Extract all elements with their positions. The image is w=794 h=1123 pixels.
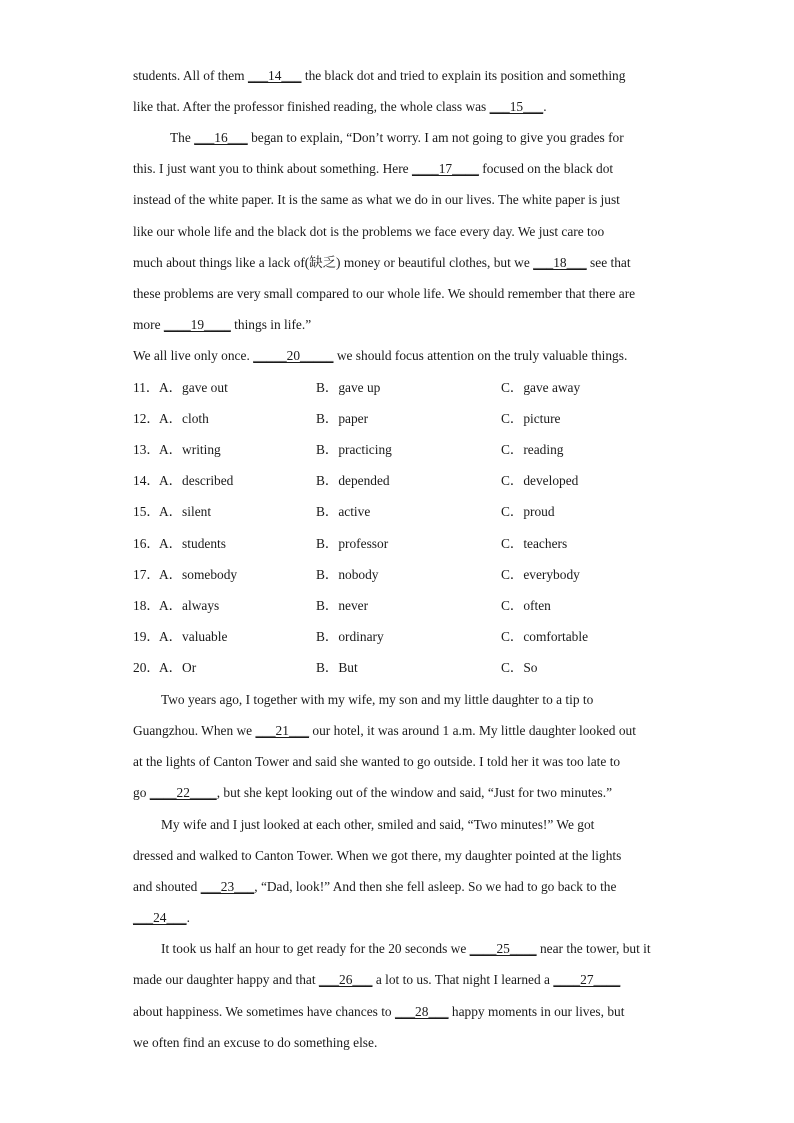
option-c: C．reading [501, 442, 564, 457]
blank-18: ___18___ [533, 255, 587, 270]
question-number: 17． [133, 567, 160, 582]
text: about happiness. We sometimes have chances to [133, 1004, 395, 1019]
option-b: B．nobody [316, 567, 379, 582]
blank-28: ___28___ [394, 1004, 449, 1019]
blank-21: ___21___ [255, 723, 310, 738]
option-a: A．writing [159, 442, 221, 457]
text: We all live only once. [133, 348, 254, 363]
passage1-line-7 [133, 253, 631, 273]
passage1-line-4 [133, 159, 613, 179]
passage2-line-1: Two years ago, I together with my wife, my son and my little daughter to a tip to [161, 692, 594, 707]
text: more [133, 317, 164, 332]
question-number: 14． [133, 473, 160, 488]
text: we should focus attention on the truly valuable things. [333, 348, 628, 363]
blank-16: ___16___ [194, 130, 248, 145]
text: made our daughter happy and that [133, 972, 319, 987]
option-c: C．picture [501, 411, 561, 426]
option-b: B．never [316, 598, 369, 613]
question-number: 18． [133, 598, 160, 613]
option-b: B．But [316, 660, 358, 675]
text: the black dot and tried to explain its position and something [301, 68, 626, 83]
passage2-line-3: at the lights of Canton Tower and said she wanted to go outside. I told her it was too late to [133, 754, 621, 769]
option-a: A．always [159, 598, 220, 613]
passage2-line-8 [133, 908, 190, 928]
question-number: 13． [133, 442, 160, 457]
passage2-line-7 [133, 877, 616, 897]
question-number: 11． [133, 380, 160, 395]
option-b: B．professor [316, 536, 389, 551]
blank-25: ____25____ [469, 941, 537, 956]
text: , “Dad, look!” And then she fell asleep. So we had to go back to the [254, 879, 617, 894]
text: things in life.” [230, 317, 312, 332]
blank-15: ___15___ [489, 99, 544, 114]
passage2-line-10 [133, 970, 620, 990]
option-a: A．students [159, 536, 226, 551]
text: and shouted [133, 879, 201, 894]
question-number: 19． [133, 629, 160, 644]
passage2-line-6: dressed and walked to Canton Tower. When we got there, my daughter pointed at the lights [133, 848, 622, 863]
passage1-line-10 [133, 346, 627, 366]
question-number: 16． [133, 536, 160, 551]
text: much about things like a lack of(缺乏) money or beautiful clothes, but we [133, 255, 534, 270]
text: , but she kept looking out of the window and said, “Just for two minutes.” [216, 785, 613, 800]
blank-27: ____27____ [553, 972, 621, 987]
option-c: C．comfortable [501, 629, 589, 644]
option-c: C．gave away [501, 380, 581, 395]
blank-23: ___23___ [200, 879, 255, 894]
option-c: C．proud [501, 504, 555, 519]
passage2-line-2 [133, 721, 636, 741]
blank-26: ___26___ [318, 972, 373, 987]
blank-20: _____20_____ [253, 348, 334, 363]
option-a: A．somebody [159, 567, 238, 582]
text: this. I just want you to think about something. Here [133, 161, 412, 176]
passage2-line-4 [133, 783, 612, 803]
blank-17: ____17____ [411, 161, 479, 176]
option-b: B．ordinary [316, 629, 384, 644]
blank-19: ____19____ [163, 317, 231, 332]
option-c: C．developed [501, 473, 579, 488]
text: a lot to us. That night I learned a [372, 972, 554, 987]
text: near the tower, but it [536, 941, 651, 956]
text: . [543, 99, 547, 114]
text: go [133, 785, 150, 800]
question-number: 15． [133, 504, 160, 519]
passage1-line-3 [170, 128, 624, 148]
blank-14: ___14___ [247, 68, 302, 83]
text: It took us half an hour to get ready for the 20 seconds we [161, 941, 470, 956]
passage1-line-6: like our whole life and the black dot is the problems we face every day. We just care too [133, 224, 605, 239]
option-c: C．teachers [501, 536, 568, 551]
text: our hotel, it was around 1 a.m. My little daughter looked out [309, 723, 636, 738]
text: The [170, 130, 195, 145]
text: happy moments in our lives, but [448, 1004, 625, 1019]
blank-22: ____22____ [149, 785, 217, 800]
text: focused on the black dot [478, 161, 614, 176]
option-b: B．active [316, 504, 371, 519]
text: like that. After the professor finished reading, the whole class was [133, 99, 490, 114]
text: students. All of them [133, 68, 248, 83]
passage1-line-9 [133, 315, 311, 335]
option-a: A．described [159, 473, 234, 488]
option-b: B．paper [316, 411, 369, 426]
option-a: A．gave out [159, 380, 228, 395]
passage1-line-8: these problems are very small compared to our whole life. We should remember that there are [133, 286, 636, 301]
option-a: A．cloth [159, 411, 209, 426]
option-b: B．gave up [316, 380, 381, 395]
passage1-line-5: instead of the white paper. It is the same as what we do in our lives. The white paper is just [133, 192, 620, 207]
passage1-line-2 [133, 97, 547, 117]
question-number: 20． [133, 660, 160, 675]
text: see that [586, 255, 631, 270]
option-b: B．practicing [316, 442, 392, 457]
text: Guangzhou. When we [133, 723, 256, 738]
option-a: A．valuable [159, 629, 228, 644]
option-c: C．everybody [501, 567, 580, 582]
passage2-line-9 [161, 939, 651, 959]
passage2-line-11 [133, 1002, 624, 1022]
passage1-line-1 [133, 66, 625, 86]
option-a: A．silent [159, 504, 212, 519]
option-c: C．often [501, 598, 551, 613]
passage2-line-12: we often find an excuse to do something else. [133, 1035, 378, 1050]
passage2-line-5: My wife and I just looked at each other, smiled and said, “Two minutes!” We got [161, 817, 595, 832]
question-number: 12． [133, 411, 160, 426]
blank-24: ___24___ [133, 910, 187, 925]
option-a: A．Or [159, 660, 197, 675]
text: began to explain, “Don’t worry. I am not going to give you grades for [247, 130, 624, 145]
text: . [186, 910, 190, 925]
option-b: B．depended [316, 473, 390, 488]
option-c: C．So [501, 660, 538, 675]
